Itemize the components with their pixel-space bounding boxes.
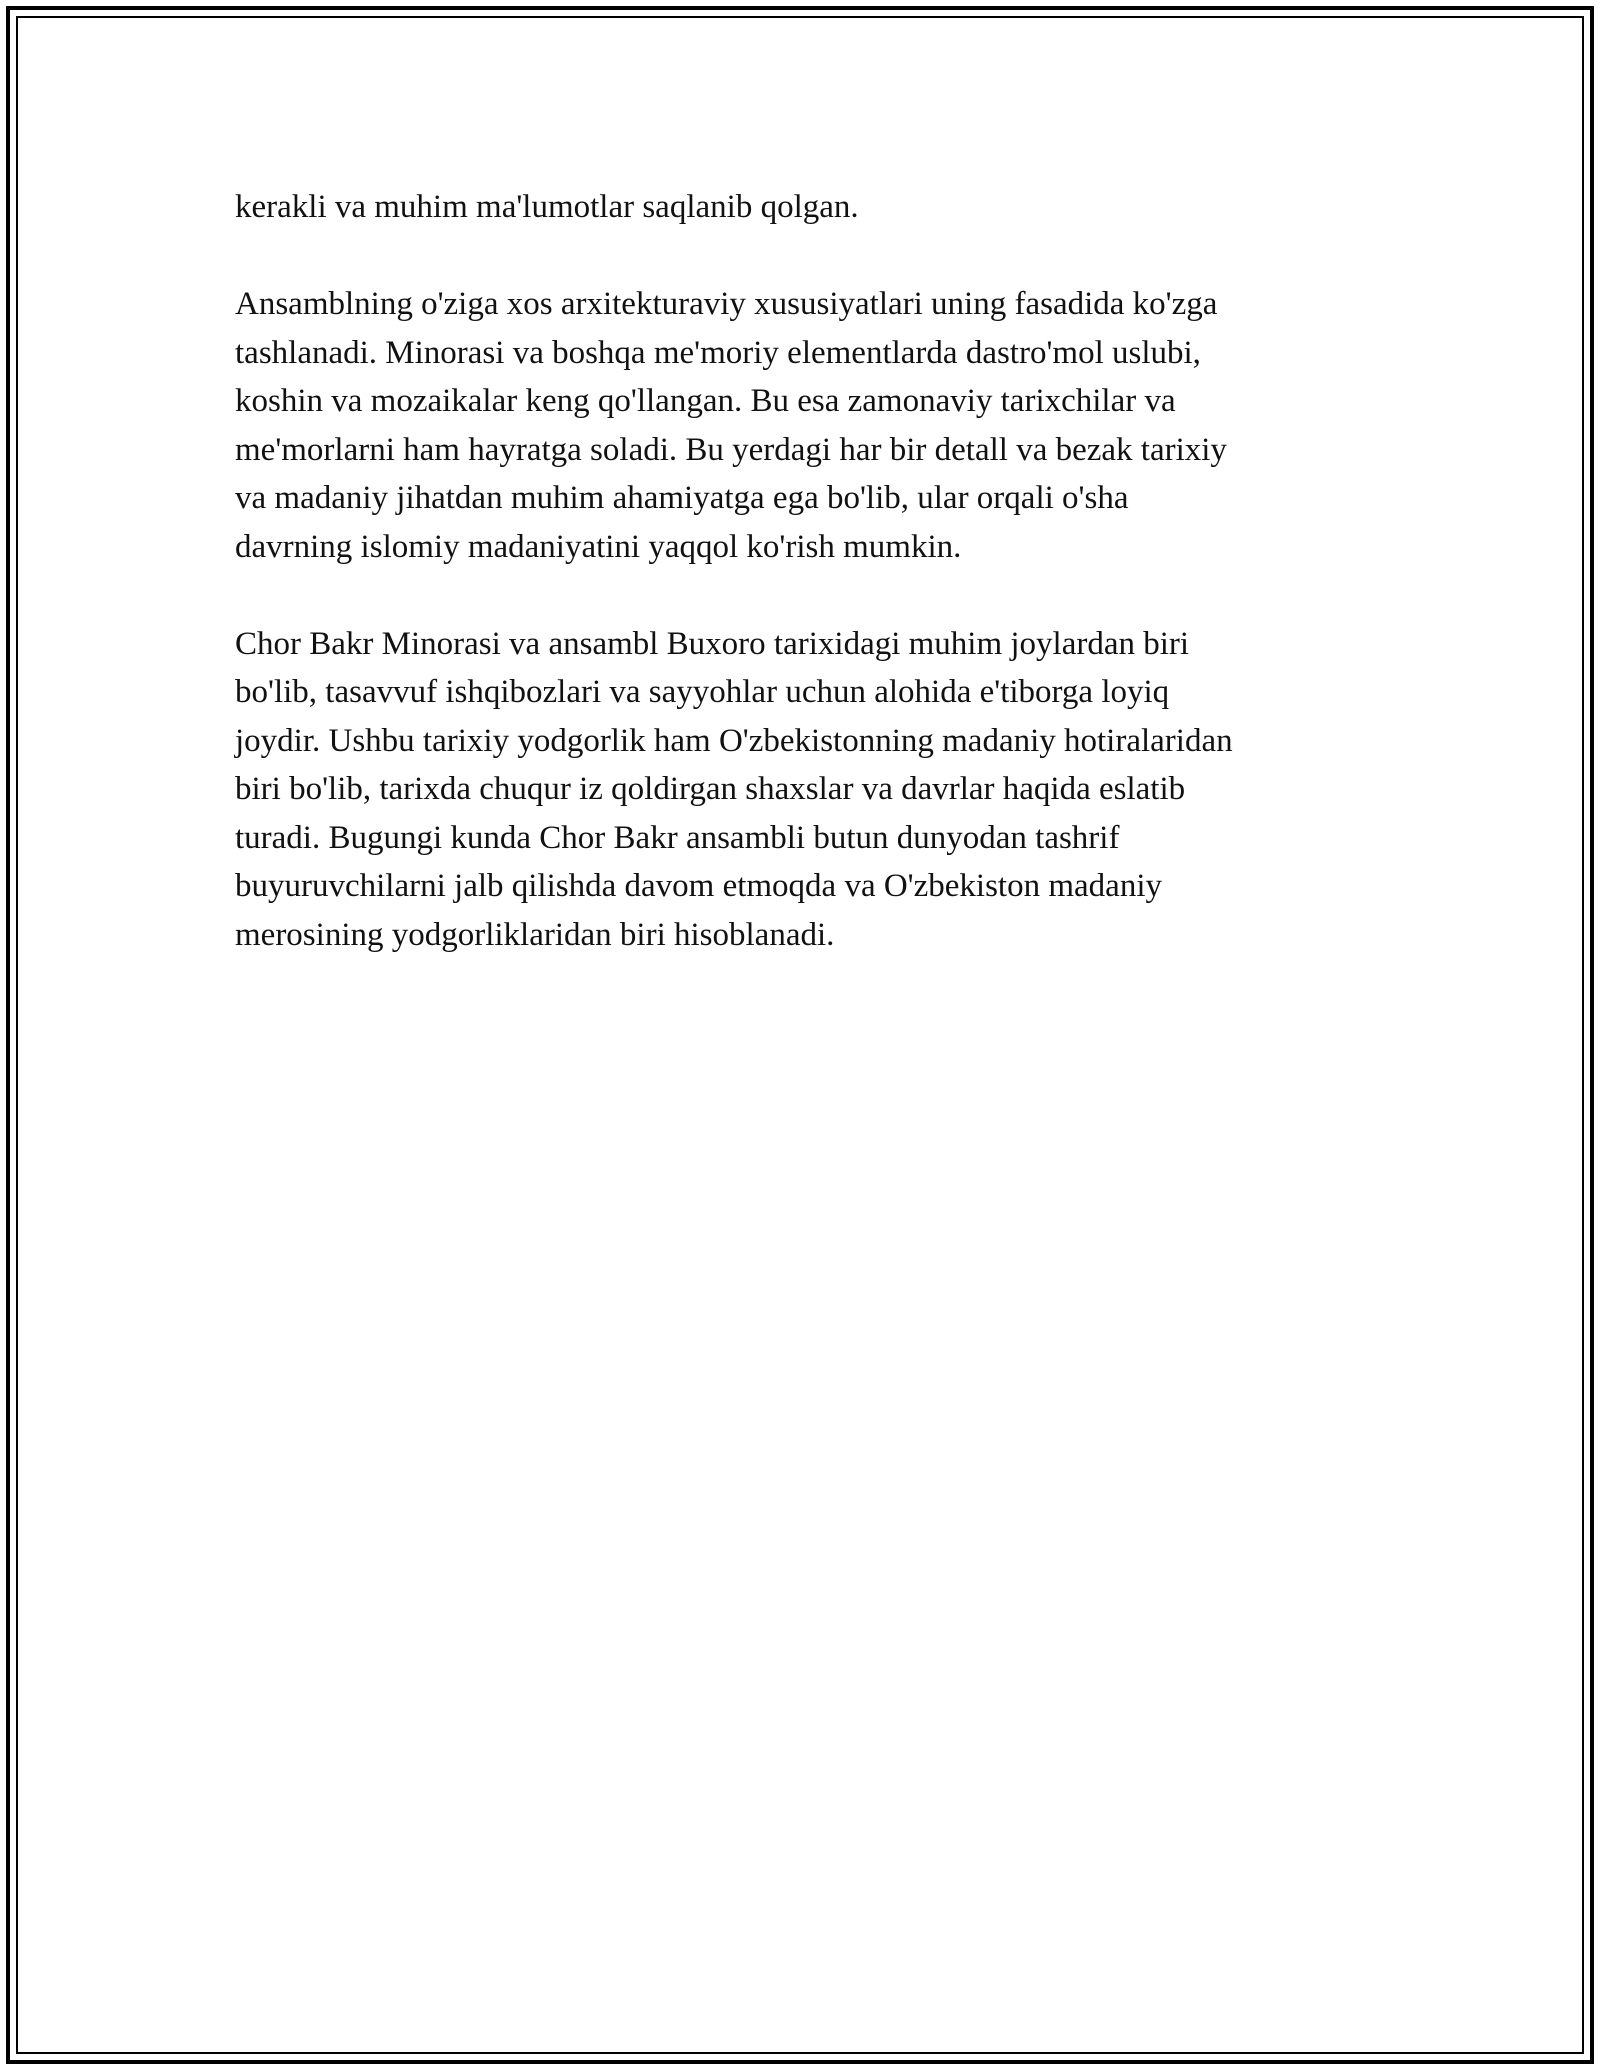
text-line: kerakli va muhim ma'lumotlar saqlanib qolgan. bbox=[235, 189, 859, 225]
text-line: tashlanadi. Minorasi va boshqa me'moriy elementlarda dastro'mol uslubi, bbox=[235, 334, 1201, 371]
text-line: Chor Bakr Minorasi va ansambl Buxoro tarixidagi muhim joylardan biri bbox=[235, 625, 1190, 662]
text-line: davrning islomiy madaniyatini yaqqol ko'rish mumkin. bbox=[235, 528, 962, 565]
paragraph-3 bbox=[235, 620, 1365, 960]
text-line: buyuruvchilarni jalb qilishda davom etmoqda va O'zbekiston madaniy bbox=[235, 868, 1162, 904]
paragraph-2 bbox=[235, 280, 1365, 571]
text-line: turadi. Bugungi kunda Chor Bakr ansambli butun dunyodan tashrif bbox=[235, 819, 1120, 856]
text-line: joydir. Ushbu tarixiy yodgorlik ham O'zbekistonning madaniy hotiralaridan bbox=[235, 722, 1233, 759]
paragraph-1 bbox=[235, 183, 1365, 232]
text-line: me'morlarni ham hayratga soladi. Bu yerdagi har bir detall va bezak tarixiy bbox=[235, 431, 1227, 468]
text-line: va madaniy jihatdan muhim ahamiyatga ega bo'lib, ular orqali o'sha bbox=[235, 480, 1129, 516]
text-line: merosining yodgorliklaridan biri hisoblanadi. bbox=[235, 916, 835, 953]
text-line: biri bo'lib, tarixda chuqur iz qoldirgan shaxslar va davrlar haqida eslatib bbox=[235, 771, 1186, 807]
text-line: koshin va mozaikalar keng qo'llangan. Bu esa zamonaviy tarixchilar va bbox=[235, 383, 1176, 419]
document-body bbox=[235, 183, 1365, 1008]
text-line: bo'lib, tasavvuf ishqibozlari va sayyohlar uchun alohida e'tiborga loyiq bbox=[235, 674, 1170, 710]
text-line: Ansamblning o'ziga xos arxitekturaviy xususiyatlari uning fasadida ko'zga bbox=[235, 286, 1218, 322]
